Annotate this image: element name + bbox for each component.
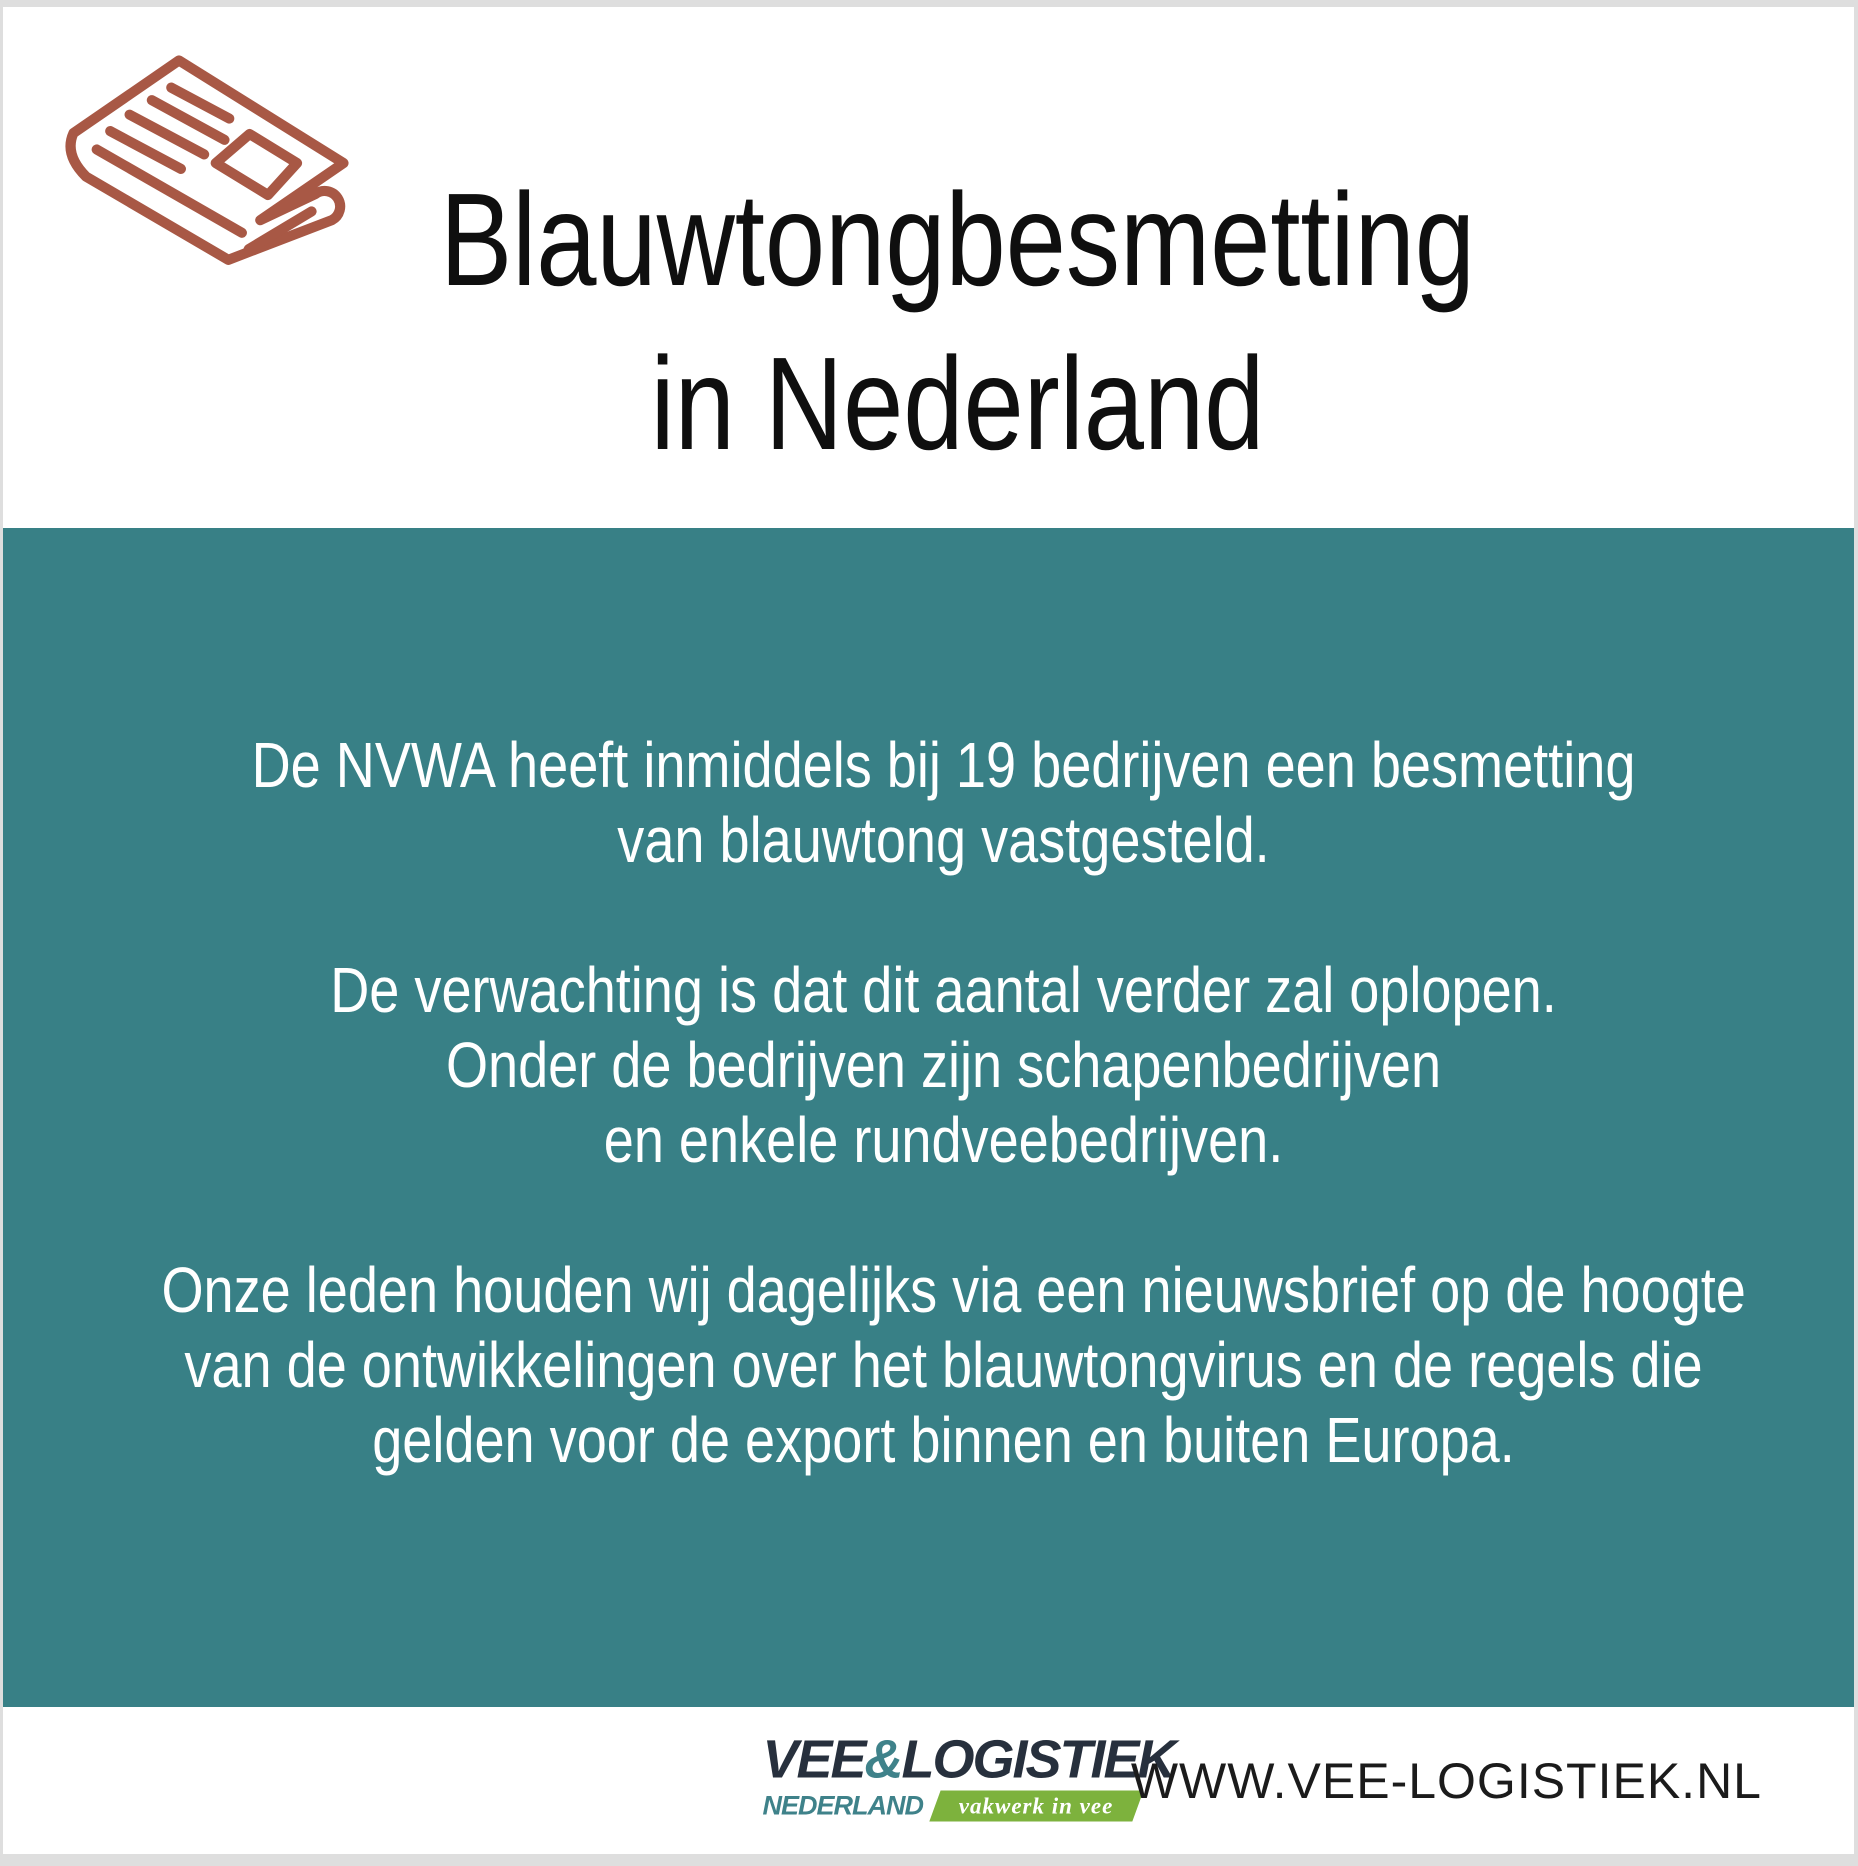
body-text-line: van blauwtong vastgesteld. (617, 804, 1270, 876)
announcement-section (3, 528, 1854, 1707)
body-text-line: gelden voor de export binnen en buiten Europa. (372, 1404, 1515, 1476)
announcement-text (161, 728, 1746, 1478)
title-line-1: Blauwtongbesmetting (440, 166, 1475, 313)
brand-name-top (762, 1728, 1175, 1789)
announcement-paragraph-3 (161, 1253, 1746, 1478)
announcement-paragraph-1 (161, 728, 1725, 878)
brand-name-nederland: NEDERLAND (762, 1790, 923, 1821)
body-text-line: De NVWA heeft inmiddels bij 19 bedrijven een besmetting (251, 729, 1636, 801)
header-section (3, 7, 1854, 528)
announcement-paragraph-2 (161, 953, 1725, 1178)
body-text-line: van de ontwikkelingen over het blauwtongvirus en de regels die (184, 1329, 1703, 1401)
body-text-line: Onze leden houden wij dagelijks via een nieuwsbrief op de hoogte (161, 1254, 1746, 1326)
body-text-line: Onder de bedrijven zijn schapenbedrijven (445, 1029, 1442, 1101)
brand-name-bottom-row (762, 1790, 1174, 1821)
brand-logo (762, 1728, 1175, 1821)
body-text-line: en enkele rundveebedrijven. (603, 1104, 1284, 1176)
page-title (199, 7, 1717, 486)
brand-tagline: vakwerk in vee (958, 1792, 1114, 1818)
brand-ampersand: & (864, 1728, 902, 1789)
brand-tagline-badge (929, 1790, 1143, 1821)
body-text-line: De verwachting is dat dit aantal verder zal oplopen. (330, 954, 1557, 1026)
website-url: WWW.VEE-LOGISTIEK.NL (1130, 1752, 1762, 1809)
footer-section (3, 1707, 1854, 1854)
brand-name-vee: VEE (762, 1728, 865, 1789)
brand-name-logistiek: LOGISTIEK (901, 1728, 1175, 1789)
title-line-2: in Nederland (650, 330, 1265, 477)
